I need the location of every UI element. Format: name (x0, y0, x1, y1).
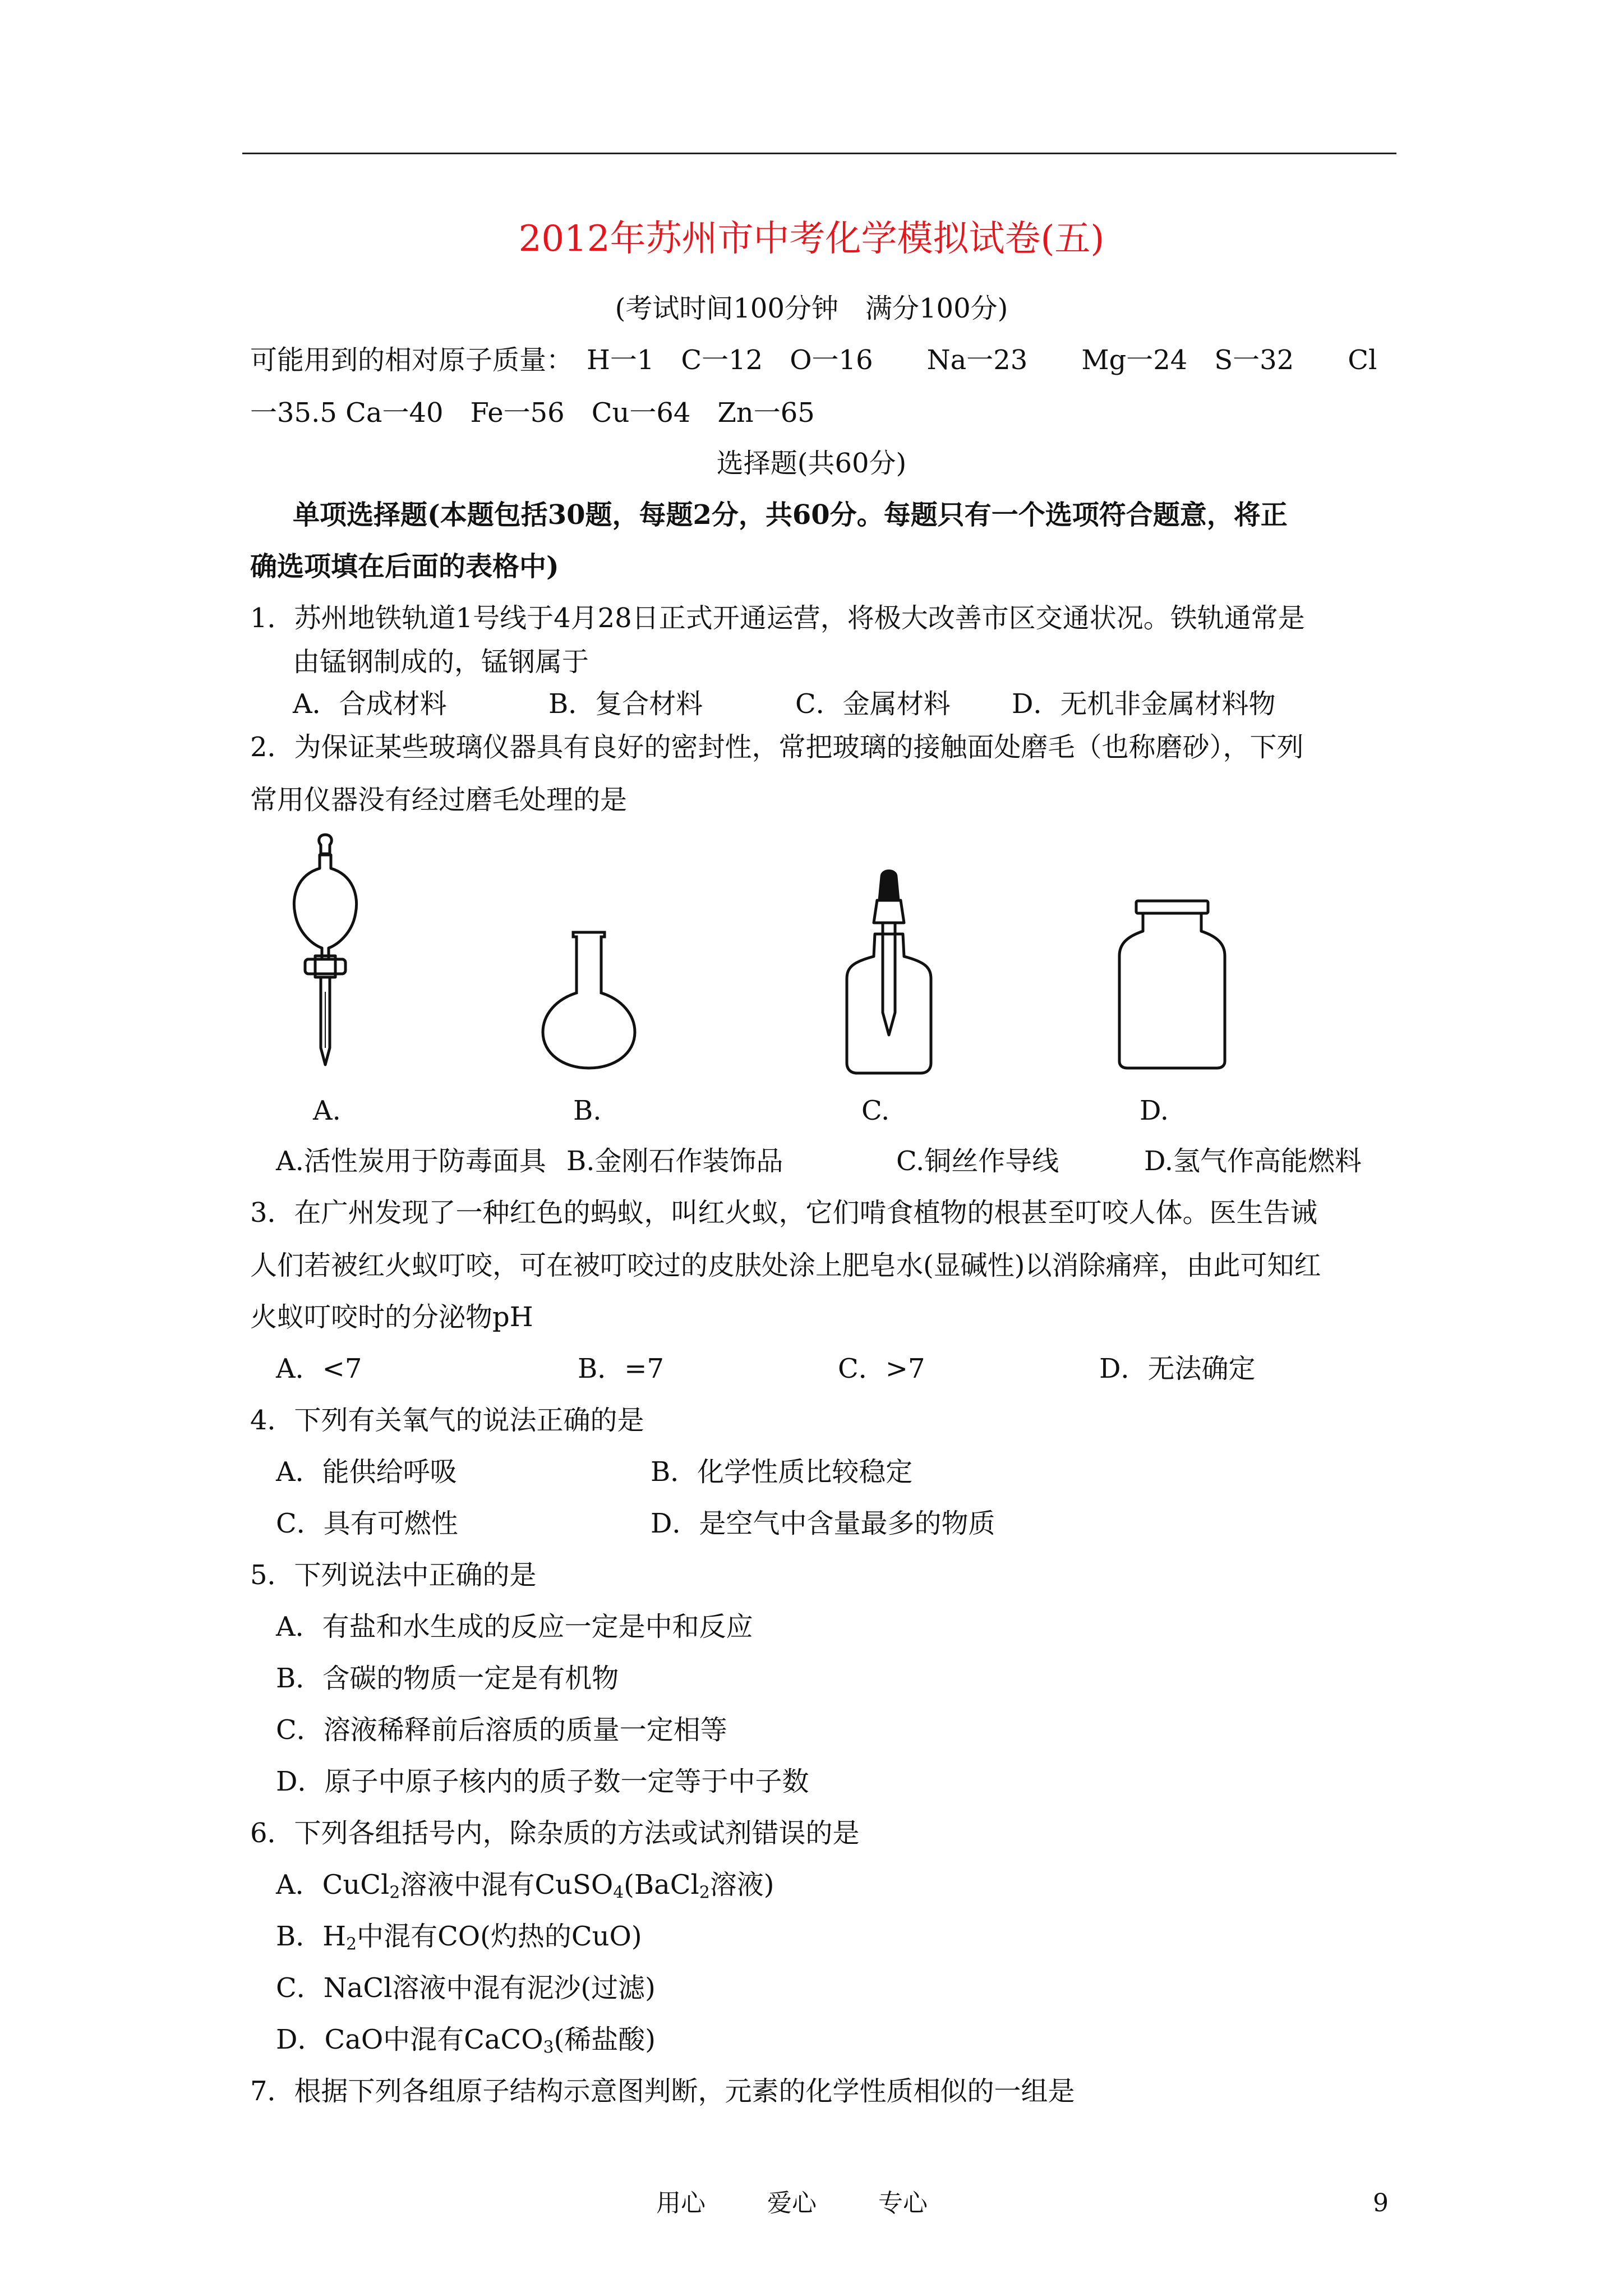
q2-option-d: D.氢气作高能燃料 (1144, 1145, 1362, 1177)
q6-stem: 6．下列各组括号内，除杂质的方法或试剂错误的是 (250, 1818, 860, 1849)
section-instruction-line-1: 单项选择题(本题包括30题，每题2分，共60分。每题只有一个选项符合题意，将正 (293, 499, 1288, 531)
wide-mouth-bottle-illustration (1116, 898, 1228, 1071)
round-bottom-flask-illustration (538, 926, 639, 1071)
section-instruction-line-2: 确选项填在后面的表格中) (250, 551, 559, 582)
dropper-bottle-illustration (841, 867, 937, 1077)
exam-subtitle: (考试时间100分钟 满分100分) (615, 293, 1008, 324)
header-rule (242, 153, 1396, 154)
q3-stem-line-2: 人们若被红火蚁叮咬，可在被叮咬过的皮肤处涂上肥皂水(显碱性)以消除痛痒，由此可知红 (250, 1250, 1321, 1281)
q3-stem-line-3: 火蚁叮咬时的分泌物pH (250, 1301, 533, 1333)
q1-option-a: A．合成材料 (293, 688, 447, 720)
atomic-mass-line-2: 一35.5 Ca一40 Fe一56 Cu一64 Zn一65 (250, 397, 815, 429)
page-title: 2012年苏州市中考化学模拟试卷(五) (518, 218, 1105, 260)
q2-stem-line-1: 2．为保证某些玻璃仪器具有良好的密封性，常把玻璃的接触面处磨毛（也称磨砂），下列 (250, 731, 1304, 763)
q4-option-d: D．是空气中含量最多的物质 (651, 1508, 995, 1539)
q3-option-c: C．>7 (838, 1353, 925, 1384)
q7-stem: 7．根据下列各组原子结构示意图判断，元素的化学性质相似的一组是 (250, 2076, 1075, 2107)
q4-option-c: C．具有可燃性 (276, 1508, 458, 1539)
q4-option-a: A．能供给呼吸 (276, 1456, 457, 1488)
q3-option-a: A．<7 (276, 1353, 362, 1384)
q3-option-b: B．=7 (578, 1353, 665, 1384)
q1-stem-line-1: 1．苏州地铁轨道1号线于4月28日正式开通运营，将极大改善市区交通状况。铁轨通常是 (250, 602, 1305, 634)
q6-option-d: D．CaO中混有CaCO$_3$(稀盐酸) (276, 2024, 656, 2058)
atomic-mass-line-1: 可能用到的相对原子质量： H一1 C一12 O一16 Na一23 Mg一24 S一32 Cl (250, 344, 1377, 376)
q2-option-a: A.活性炭用于防毒面具 (276, 1145, 546, 1177)
q3-option-d: D．无法确定 (1099, 1353, 1256, 1384)
q1-option-d: D．无机非金属材料物 (1012, 688, 1276, 720)
q6-option-b: B．$H_2$中混有CO(灼热的CuO) (276, 1921, 642, 1954)
q5-option-a: A．有盐和水生成的反应一定是中和反应 (276, 1611, 753, 1642)
q1-option-b: B．复合材料 (548, 688, 703, 720)
q4-stem: 4．下列有关氧气的说法正确的是 (250, 1405, 644, 1436)
separatory-funnel-illustration (286, 829, 365, 1076)
q1-option-c: C．金属材料 (795, 688, 951, 720)
q2-stem-line-2: 常用仪器没有经过磨毛处理的是 (250, 784, 628, 816)
footer-item-yongxin: 用心 (656, 2189, 706, 2217)
q1-stem-line-2: 由锰钢制成的，锰钢属于 (293, 646, 589, 678)
q5-option-d: D．原子中原子核内的质子数一定等于中子数 (276, 1766, 809, 1797)
q2-image-label-c: C. (861, 1095, 890, 1126)
q2-image-label-a: A. (313, 1095, 341, 1126)
q4-option-b: B．化学性质比较稳定 (651, 1456, 913, 1488)
q5-option-b: B．含碳的物质一定是有机物 (276, 1663, 619, 1694)
q2-option-b: B.金刚石作装饰品 (566, 1145, 783, 1177)
q3-stem-line-1: 3．在广州发现了一种红色的蚂蚁，叫红火蚁，它们啃食植物的根甚至叮咬人体。医生告诫 (250, 1197, 1317, 1228)
q2-image-label-d: D. (1140, 1095, 1169, 1126)
q5-stem: 5．下列说法中正确的是 (250, 1559, 537, 1591)
footer-item-zhuanxin: 专心 (878, 2189, 928, 2217)
footer-item-aixin: 爱心 (767, 2189, 817, 2217)
q2-image-label-b: B. (573, 1095, 602, 1126)
q5-option-c: C．溶液稀释前后溶质的质量一定相等 (276, 1714, 727, 1746)
q2-option-c: C.铜丝作导线 (896, 1145, 1059, 1177)
page-number: 9 (1373, 2189, 1389, 2217)
section-title: 选择题(共60分) (716, 448, 907, 479)
q6-option-a: A．CuCl$_2$溶液中混有CuSO$_4$(BaCl$_2$溶液) (276, 1869, 774, 1903)
q6-option-c: C．NaCl溶液中混有泥沙(过滤) (276, 1972, 656, 2004)
